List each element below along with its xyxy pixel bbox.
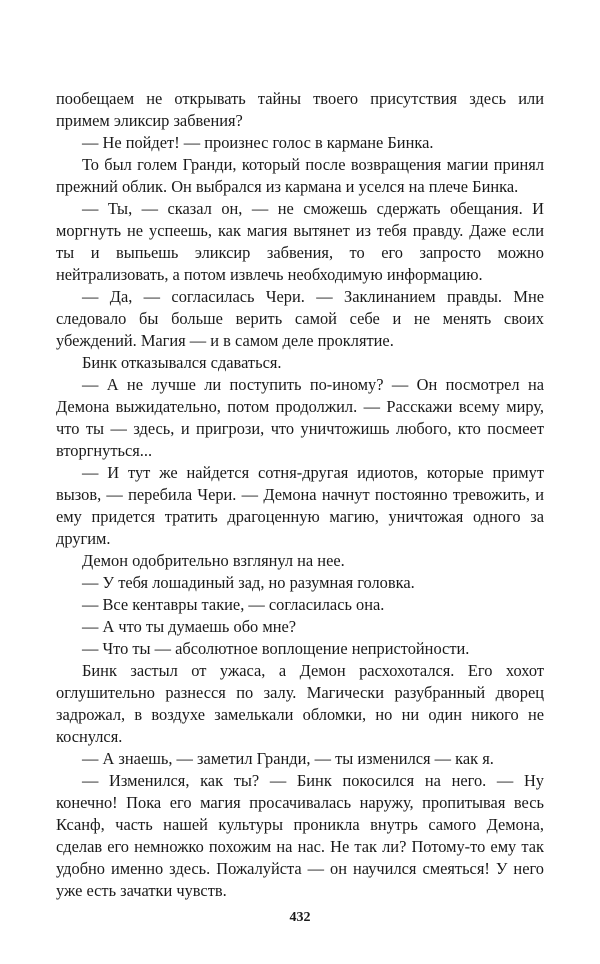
paragraph-14: Бинк застыл от ужаса, а Демон расхохотался. Его хохот оглушительно разнесся по залу. Магически разубранный дворец задрожал, в воздухе замелькали обломки, но ни один никого не коснулся.: [56, 661, 544, 746]
paragraph-10: — У тебя лошадиный зад, но разумная головка.: [82, 573, 415, 592]
paragraph-13: — Что ты — абсолютное воплощение непристойности.: [82, 639, 470, 658]
paragraph-12: — А что ты думаешь обо мне?: [82, 617, 297, 636]
paragraph-6: Бинк отказывался сдаваться.: [82, 353, 282, 372]
page-number: 432: [289, 910, 311, 925]
paragraph-8: — И тут же найдется сотня-другая идиотов, которые примут вызов, — перебила Чери. — Демона начнут постоянно тревожить, и ему придется тратить драгоценную магию, уничтожая одного за другим.: [56, 463, 544, 548]
paragraph-5: — Да, — согласилась Чери. — Заклинанием правды. Мне следовало бы больше верить самой себе и не менять своих убеждений. Магия — и в самом деле проклятие.: [56, 287, 544, 350]
paragraph-16: — Изменился, как ты? — Бинк покосился на него. — Ну конечно! Пока его магия просачивалась наружу, пропитывая весь Ксанф, часть нашей культуры проникла внутрь самого Демона, сделав его немножко похожим на нас. Не так ли? Потому-то ему так удобно именно здесь. Пожалуйста — он научился смеяться! У него уже есть зачатки чувств.: [56, 771, 544, 900]
paragraph-1: пообещаем не открывать тайны твоего присутствия здесь или примем эликсир забвения?: [56, 89, 544, 130]
paragraph-2: — Не пойдет! — произнес голос в кармане Бинка.: [82, 133, 434, 152]
paragraph-9: Демон одобрительно взглянул на нее.: [82, 551, 345, 570]
paragraph-3: То был голем Гранди, который после возвращения магии принял прежний облик. Он выбрался из кармана и уселся на плече Бинка.: [56, 155, 544, 196]
paragraph-7: — А не лучше ли поступить по-иному? — Он посмотрел на Демона выжидательно, потом продолжил. — Расскажи всему миру, что ты — здесь, и пригрози, что уничтожишь любого, кто посмеет вторгнуться...: [56, 375, 544, 460]
paragraph-11: — Все кентавры такие, — согласилась она.: [82, 595, 385, 614]
page-text: [56, 88, 544, 902]
paragraph-15: — А знаешь, — заметил Гранди, — ты изменился — как я.: [82, 749, 494, 768]
paragraph-4: — Ты, — сказал он, — не сможешь сдержать обещания. И моргнуть не успеешь, как магия вытянет из тебя правду. Даже если ты и выпьешь эликсир забвения, то его запросто можно нейтрализовать, а потом извлечь необходимую информацию.: [56, 199, 544, 284]
